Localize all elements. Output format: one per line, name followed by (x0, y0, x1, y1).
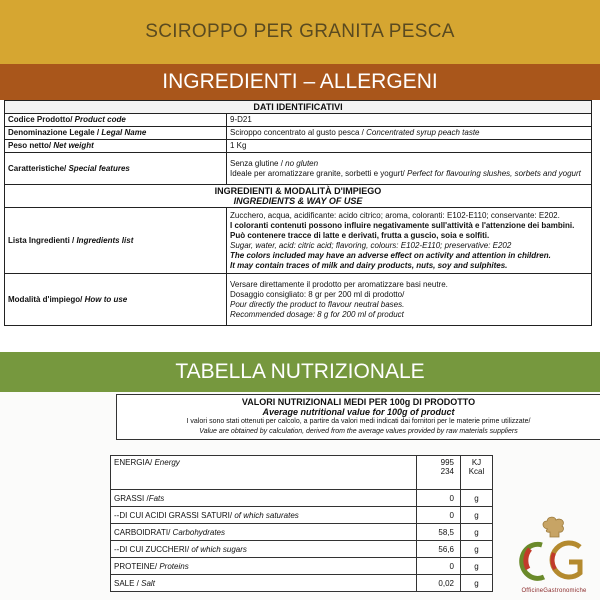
nutrient-en: of which sugars (189, 544, 247, 554)
section-dati-identificativi: DATI IDENTIFICATIVI (5, 101, 592, 114)
nutrient-value: 0 (417, 558, 461, 575)
nutrient-en: Carbohydrates (170, 527, 226, 537)
nutrient-unit: g (461, 490, 493, 507)
energy-kcal-value: 234 (440, 467, 454, 476)
nutrient-it: ENERGIA/ (114, 458, 153, 467)
nutrient-it: SALE / (114, 578, 139, 588)
nutrition-table (110, 455, 493, 592)
row-label (5, 114, 227, 127)
nutrient-value (417, 456, 461, 490)
nutrition-header (116, 394, 600, 440)
usage-line: Versare direttamente il prodotto per aromatizzare basi neutre. (230, 279, 448, 289)
allergeni-band (0, 64, 600, 100)
nutrition-note-en: Value are obtained by calculation, derived from the average values provided by raw materials suppliers (199, 428, 518, 435)
nutrition-head-it: VALORI NUTRIZIONALI MEDI PER 100g DI PRODOTTO (241, 397, 476, 407)
label-en: Product code (72, 115, 126, 124)
nutrient-value: 0 (417, 507, 461, 524)
nutrient-en: Proteins (157, 561, 189, 571)
section-header-row (5, 101, 592, 114)
row-value (227, 153, 592, 185)
row-label (5, 274, 227, 326)
nutrient-unit: g (461, 507, 493, 524)
label-en: Net weight (51, 141, 94, 150)
nutrient-it: --DI CUI ZUCCHERI/ (114, 544, 190, 554)
nutrient-name (111, 558, 417, 575)
nutrient-name (111, 456, 417, 490)
nutrient-it: --DI CUI ACIDI GRASSI SATURI/ (114, 510, 233, 520)
nutrient-unit: g (461, 541, 493, 558)
ingredients-line: Sugar, water, acid: citric acid; flavoring, colours: E102-E110; preservative: E202 (230, 240, 512, 250)
nutrient-unit: g (461, 558, 493, 575)
table-row (111, 524, 493, 541)
nutrition-note-it: I valori sono stati ottenuti per calcolo, a partire da valori medi indicati dai fornitori per le materie prime utilizzate/ (186, 418, 531, 425)
value-en: Concentrated syrup peach taste (366, 128, 480, 137)
table-row (111, 456, 493, 490)
usage-line: Dosaggio consigliato: 8 gr per 200 ml di prodotto/ (230, 289, 405, 299)
table-row (5, 127, 592, 140)
nutrient-value: 0,02 (417, 575, 461, 592)
row-value: 1 Kg (227, 140, 592, 153)
table-row (111, 558, 493, 575)
table-row (5, 274, 592, 326)
nutrient-name (111, 507, 417, 524)
value-it: Sciroppo concentrato al gusto pesca / (230, 128, 367, 137)
usage-line: Pour directly the product to flavour neutral bases. (230, 299, 405, 309)
feature-line2-it: Ideale per aromatizzare granite, sorbetti e yogurt/ (230, 168, 407, 178)
chef-hat-monogram-icon (508, 515, 600, 589)
feature-line1-en: no gluten (285, 158, 319, 168)
unit-kj: KJ (471, 458, 482, 467)
table-row (5, 140, 592, 153)
row-value: 9-D21 (227, 114, 592, 127)
nutrient-unit: g (461, 575, 493, 592)
nutrient-name (111, 490, 417, 507)
label-it: Modalità d'impiego/ (8, 294, 83, 304)
nutrient-it: CARBOIDRATI/ (114, 527, 171, 537)
ingredients-line: The colors included may have an adverse effect on activity and attention in children. (230, 250, 551, 260)
feature-line2-en: Perfect for flavouring slushes, sorbets and yogurt (406, 168, 581, 178)
nutrition-title: TABELLA NUTRIZIONALE (175, 360, 425, 383)
nutrient-en: Salt (138, 578, 155, 588)
label-en: Legal Name (99, 128, 147, 137)
identification-table (4, 100, 592, 326)
usage-line: Recommended dosage: 8 g for 200 ml of product (230, 309, 404, 319)
table-row (5, 153, 592, 185)
row-label (5, 140, 227, 153)
nutrient-value: 58,5 (417, 524, 461, 541)
section-ingredienti (5, 185, 592, 208)
nutrient-name (111, 524, 417, 541)
nutrient-it: PROTEINE/ (114, 561, 158, 571)
table-row (111, 507, 493, 524)
row-value (227, 127, 592, 140)
nutrient-en: Fats (148, 493, 165, 503)
row-label (5, 153, 227, 185)
section-ingredienti-it: INGREDIENTI & MODALITÀ D'IMPIEGO (214, 186, 382, 196)
label-en: Special features (66, 163, 130, 173)
allergeni-title: INGREDIENTI – ALLERGENI (162, 70, 438, 93)
nutrient-unit: g (461, 524, 493, 541)
nutrition-band (0, 352, 600, 392)
identification-document (0, 100, 600, 352)
label-it: Denominazione Legale / (8, 128, 100, 137)
ingredients-line: Può contenere tracce di latte e derivati, frutta a guscio, soia e solfiti. (230, 230, 490, 240)
energy-kj-value: 995 (440, 458, 454, 467)
nutrient-value: 0 (417, 490, 461, 507)
nutrient-value: 56,6 (417, 541, 461, 558)
ingredients-line: I coloranti contenuti possono influire negativamente sull'attività e l'attenzione dei bambini. (230, 220, 575, 230)
brand-logo (508, 515, 600, 600)
label-it: Peso netto/ (8, 141, 52, 150)
section-header-row (5, 185, 592, 208)
nutrient-name (111, 575, 417, 592)
row-value (227, 274, 592, 326)
nutrient-unit (461, 456, 493, 490)
product-title-band (0, 0, 600, 64)
nutrient-name (111, 541, 417, 558)
feature-line1-it: Senza glutine / (230, 158, 286, 168)
table-row (111, 541, 493, 558)
row-value (227, 208, 592, 274)
section-ingredienti-en: INGREDIENTS & WAY OF USE (233, 196, 363, 206)
table-row (5, 114, 592, 127)
table-row (111, 490, 493, 507)
nutrition-head-en: Average nutritional value for 100g of product (262, 407, 455, 417)
table-row (5, 208, 592, 274)
nutrient-en: Energy (152, 458, 180, 467)
label-it: Codice Prodotto/ (8, 115, 73, 124)
label-en: How to use (82, 294, 128, 304)
row-label (5, 208, 227, 274)
nutrient-it: GRASSI / (114, 493, 149, 503)
nutrition-panel (0, 392, 600, 600)
product-title: SCIROPPO PER GRANITA PESCA (145, 21, 455, 42)
ingredients-line: Zucchero, acqua, acidificante: acido citrico; aroma, coloranti: E102-E110; conservante: E202. (230, 210, 560, 220)
label-it: Lista Ingredienti / (8, 235, 77, 245)
label-it: Caratteristiche/ (8, 163, 67, 173)
nutrient-en: of which saturates (232, 510, 299, 520)
row-label (5, 127, 227, 140)
brand-logo-text: OfficineGastronomiche (521, 588, 587, 594)
label-en: Ingredients list (76, 235, 134, 245)
ingredients-line: It may contain traces of milk and dairy products, nuts, soy and sulphites. (230, 260, 508, 270)
table-row (111, 575, 493, 592)
unit-kcal: Kcal (468, 467, 485, 476)
